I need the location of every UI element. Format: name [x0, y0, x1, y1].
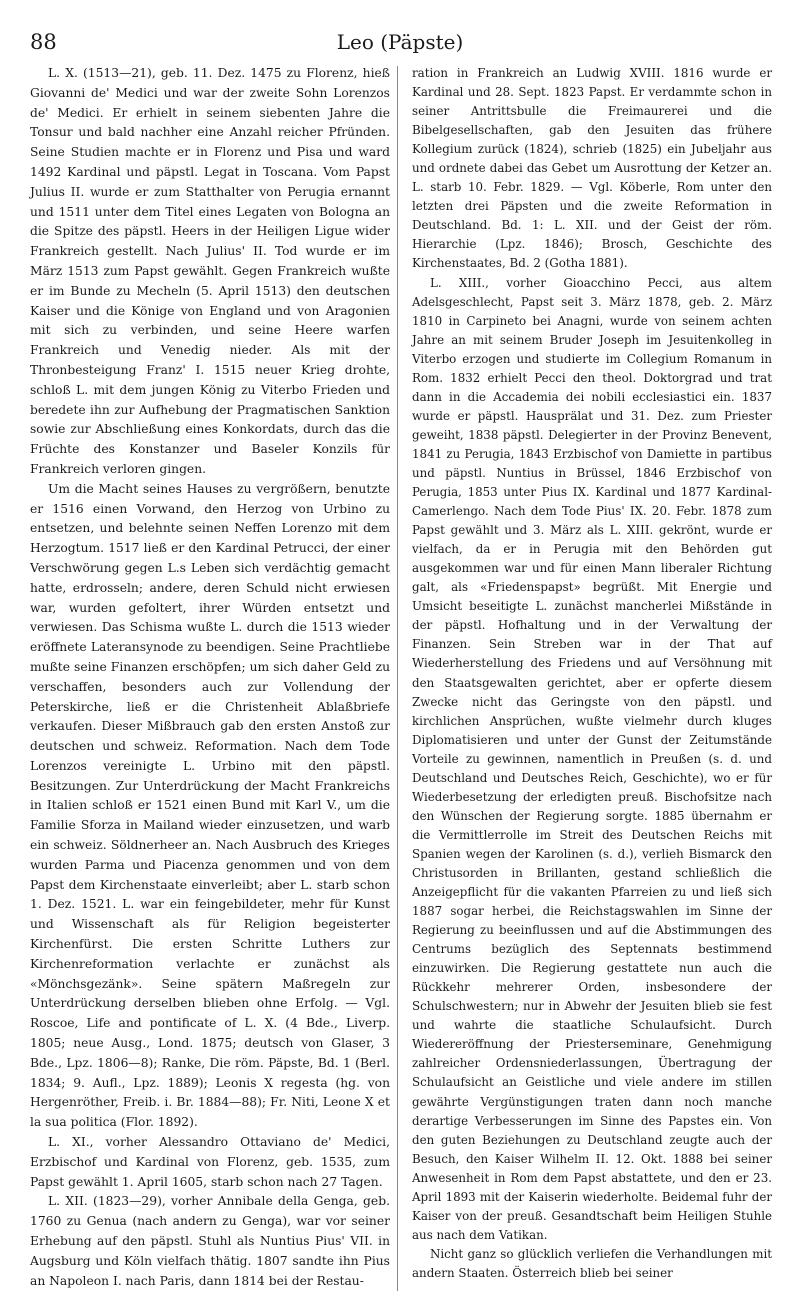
left-column — [30, 64, 390, 1291]
entry-leo-x: L. X. (1513—21), geb. 11. Dez. 1475 zu Florenz, hieß Giovanni de' Medici und war der zweite Sohn Lorenzos de' Medici. Er erhielt in seinem siebenten Jahre die Tonsur und bald nachher eine Anzahl reicher Pfründen. Seine Studien machte er in Florenz und Pisa und ward 1492 Kardinal und päpstl. Legat in Toscana. Vom Papst Julius II. wurde er zum Statthalter von Perugia ernannt und 1511 unter dem Titel eines Legaten von Bologna an die Spitze des päpstl. Heers in der Heiligen Ligue wider Frankreich gestellt. Nach Julius' II. Tod wurde er im März 1513 zum Papst gewählt. Gegen Frankreich wußte er im Bunde zu Mecheln (5. April 1513) den deutschen Kaiser und die Könige von England und von Aragonien mit sich zu verbinden, und seine Heere warfen Frankreich und Venedig nieder. Als mit der Thronbesteigung Franz' I. 1515 neuer Krieg drohte, schloß L. mit dem jungen König zu Viterbo Frieden und beredete ihn zur Aufhebung der Pragmatischen Sanktion sowie zur Abschließung eines Konkordats, durch das die Früchte des Konstanzer und Baseler Konzils für Frankreich verloren gingen. — [30, 66, 390, 476]
entry-leo-xii-continued: ration in Frankreich an Ludwig XVIII. 1816 wurde er Kardinal und 28. Sept. 1823 Papst. Er verdammte schon in seiner Antrittsbulle die Freimaurerei und die Bibelgesellschaften, gab den Jesuiten das frühere Kollegium zurück (1824), schrieb (1825) ein Jubeljahr aus und ordnete dabei das Gebet um Ausrottung der Ketzer an. L. starb 10. Febr. 1829. — Vgl. Köberle, Rom unter den letzten drei Päpsten und die zweite Reformation in Deutschland. Bd. 1: L. XII. und der Geist der röm. Hierarchie (Lpz. 1846); Brosch, Geschichte des Kirchenstaates, Bd. 2 (Gotha 1881). — [412, 66, 772, 271]
page-header — [30, 26, 770, 60]
running-title: Leo (Päpste) — [336, 30, 464, 54]
entry-leo-xiii: L. XIII., vorher Gioacchino Pecci, aus altem Adelsgeschlecht, Papst seit 3. März 1878, geb. 2. März 1810 in Carpineto bei Anagni, wurde von seinem achten Jahre an mit seinem Bruder Joseph im Jesuitenkolleg in Viterbo erzogen und studierte im Collegium Romanum in Rom. 1832 erhielt Pecci den theol. Doktorgrad und trat dann in die Accademia dei nobili ecclesiastici ein. 1837 wurde er päpstl. Hausprälat und 31. Dez. zum Priester geweiht, 1838 päpstl. Delegierter in der Provinz Benevent, 1841 zu Perugia, 1843 Erzbischof von Damiette in partibus und päpstl. Nuntius in Brüssel, 1846 Erzbischof von Perugia, 1853 unter Pius IX. Kardinal und 1877 Kardinal-Camerlengo. Nach dem Tode Pius' IX. 20. Febr. 1878 zum Papst gewählt und 3. März als L. XIII. gekrönt, wurde er vielfach, da er in Perugia mit den Behörden gut ausgekommen war und für einen Mann liberaler Richtung galt, als «Friedenspapst» begrüßt. Mit Energie und Umsicht beseitigte L. zunächst mancherlei Mißstände in der päpstl. Hofhaltung und in der Verwaltung der Finanzen. Sein Streben war in der That auf Wiederherstellung des Friedens und auf Versöhnung mit den Staatsgewalten gerichtet, aber er opferte diesem Zwecke nicht das Geringste von den päpstl. und kirchlichen Ansprüchen, wußte vielmehr durch kluges Diplomatisieren und unter der Gunst der Zeitumstände Vorteile zu gewinnen, namentlich in Preußen (s. d. und Deutschland und Deutsches Reich, Geschichte), wo er für Wiederbesetzung der erledigten preuß. Bischofsitze nach den Wünschen der Regierung sorgte. 1885 übernahm er die Vermittlerrolle im Streit des Deutschen Reichs mit Spanien wegen der Karolinen (s. d.), verlieh Bismarck den Christusorden in Brillanten, gestand schließlich die Anzeigepflicht für die vakanten Pfarreien zu und ließ sich 1887 sogar herbei, die Reichstagswahlen im Sinne der Regierung zu beeinflussen und auf die Abstimmungen des Centrums bezüglich des Septennats bestimmend einzuwirken. Die Regierung gestattete nun auch die Rückkehr mehrerer Orden, insbesondere der Schulschwestern; nur in Abwehr der Jesuiten blieb sie fest und wahrte die staatliche Schulaufsicht. Durch Wiedereröffnung der Priesterseminare, Genehmigung zahlreicher Ordensniederlassungen, Übertragung der Schulaufsicht an Geistliche und viele andere im stillen gewährte Vergünstigungen traten dann noch manche derartige Verbesserungen im Sinne des Papstes ein. Von den guten Beziehungen zu Deutschland zeugte auch der Besuch, den Kaiser Wilhelm II. 12. Okt. 1888 bei seiner Anwesenheit in Rom dem Papst abstattete, und den er 23. April 1893 mit der Kaiserin wiederholte. Beidemal fuhr der Kaiser von der preuß. Gesandtschaft beim Heiligen Stuhle aus nach dem Vatikan. — [412, 275, 772, 1242]
column-divider — [397, 66, 398, 1291]
entry-leo-x-continued: Um die Macht seines Hauses zu vergrößern, benutzte er 1516 einen Vorwand, den Herzog von Urbino zu entsetzen, und belehnte seinen Neffen Lorenzo mit dem Herzogtum. 1517 ließ er den Kardinal Petrucci, der einer Verschwörung gegen L.s Leben sich verdächtig gemacht hatte, erdrosseln; andere, deren Schuld nicht erwiesen war, wurden gefoltert, ihrer Würden entsetzt und verwiesen. Das Schisma wußte L. durch die 1513 wieder eröffnete Lateransynode zu beendigen. Seine Prachtliebe mußte seine Finanzen erschöpfen; um sich daher Geld zu verschaffen, besonders auch zur Vollendung der Peterskirche, ließ er die Christenheit Ablaßbriefe verkaufen. Dieser Mißbrauch gab den ersten Anstoß zur deutschen und schweiz. Reformation. Nach dem Tode Lorenzos vereinigte L. Urbino mit den päpstl. Besitzungen. Zur Unterdrückung der Macht Frankreichs in Italien schloß er 1521 einen Bund mit Karl V., um die Familie Sforza in Mailand wieder einzusetzen, und warb ein schweiz. Söldnerheer an. Nach Ausbruch des Krieges wurden Parma und Piacenza genommen und von dem Papst dem Kirchenstaate einverleibt; aber L. starb schon 1. Dez. 1521. L. war ein feingebildeter, mehr für Kunst und Wissenschaft als für Religion begeisterter Kirchenfürst. Die ersten Schritte Luthers zur Kirchenreformation verlachte er zunächst als «Mönchsgezänk». Seine spätern Maßregeln zur Unterdrückung derselben blieben ohne Erfolg. — Vgl. Roscoe, Life and pontificate of L. X. (4 Bde., Liverp. 1805; neue Ausg., Lond. 1875; deutsch von Glaser, 3 Bde., Lpz. 1806—8); Ranke, Die röm. Päpste, Bd. 1 (Berl. 1834; 9. Aufl., Lpz. 1889); Leonis X regesta (hg. von Hergenröther, Freib. i. Br. 1884—88); Fr. Niti, Leone X et la sua politica (Flor. 1892). — [30, 481, 390, 1130]
right-column — [412, 64, 772, 1283]
entry-leo-xi: L. XI., vorher Alessandro Ottaviano de' Medici, Erzbischof und Kardinal von Florenz, geb. 1535, zum Papst gewählt 1. April 1605, starb schon nach 27 Tagen. — [30, 1135, 390, 1189]
page-number: 88 — [30, 30, 57, 54]
entry-leo-xii: L. XII. (1823—29), vorher Annibale della Genga, geb. 1760 zu Genua (nach andern zu Genga), war vor seiner Erhebung auf den päpstl. Stuhl als Nuntius Pius' VII. in Augsburg und Köln vielfach thätig. 1807 sandte ihn Pius an Napoleon I. nach Paris, dann 1814 bei der Restau- — [30, 1194, 390, 1288]
entry-leo-xiii-continued: Nicht ganz so glücklich verliefen die Verhandlungen mit andern Staaten. Österreich blieb bei seiner — [412, 1246, 772, 1280]
